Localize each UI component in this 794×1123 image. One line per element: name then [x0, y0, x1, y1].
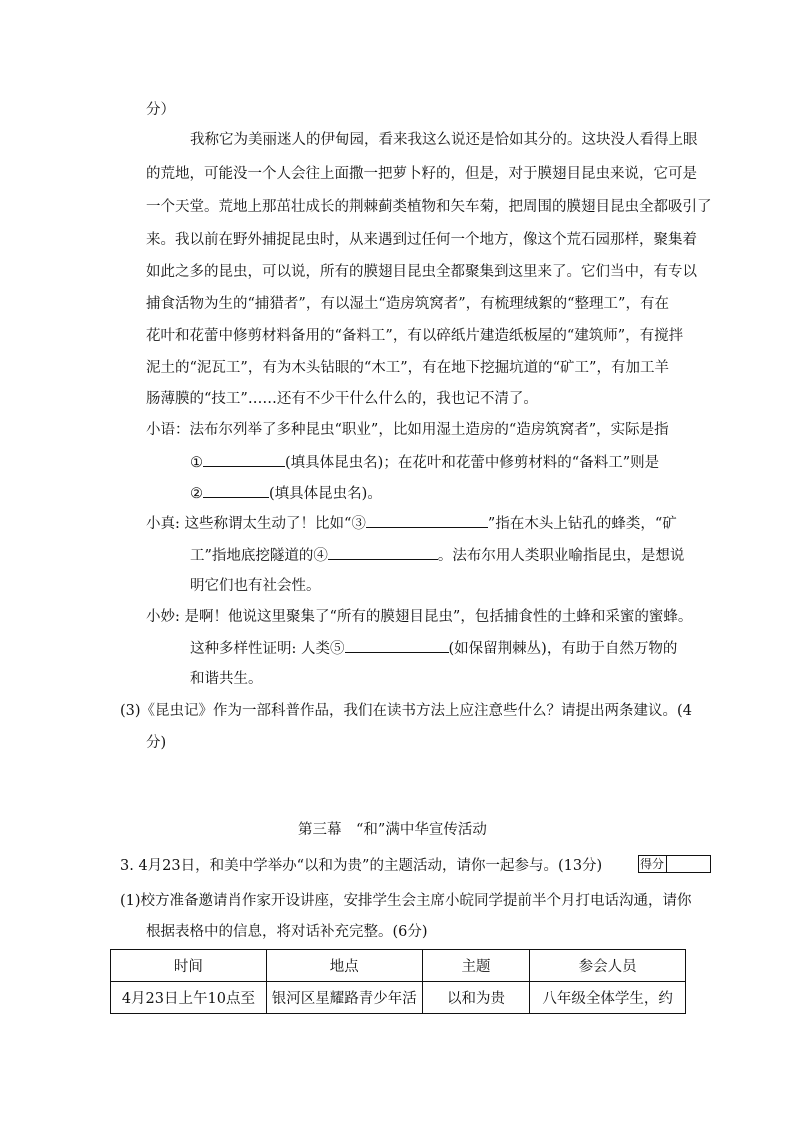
dialogue-xiaoyu-line [190, 483, 382, 504]
table-cell: 八年级全体学生，约 [530, 982, 686, 1014]
dialogue-xiaomiao-line [190, 638, 677, 659]
answer-blank-5[interactable] [345, 638, 449, 653]
passage-line: 如此之多的昆虫，可以说，所有的膜翅目昆虫全都聚集到这里来了。它们当中，有专以 [146, 264, 697, 280]
blank-2-suffix: (填具体昆虫名)。 [269, 486, 382, 502]
blank-2-marker: ② [190, 486, 203, 502]
passage-line: 一个天堂。荒地上那茁壮成长的荆棘蓟类植物和矢车菊，把周围的膜翅目昆虫全都吸引了 [146, 199, 712, 215]
table-header-row [111, 950, 686, 982]
question-3-3-line: 分) [146, 735, 167, 751]
dialogue-xiaoyu-line [190, 452, 659, 473]
table-header-cell: 时间 [111, 950, 267, 982]
answer-blank-4[interactable] [328, 545, 438, 560]
passage-line: 的荒地，可能没一个人会往上面撒一把萝卜籽的，但是，对于膜翅目昆虫来说，它可是 [146, 166, 697, 182]
passage-line: 来。我以前在野外捕捉昆虫时，从来遇到过任何一个地方，像这个荒石园那样，聚集着 [146, 232, 697, 248]
passage-line: 花叶和花蕾中修剪材料备用的“备料工”，有以碎纸片建造纸板屋的“建筑师”，有搅拌 [146, 328, 684, 344]
question-3-3-line: (3)《昆虫记》作为一部科普作品，我们在读书方法上应注意些什么？请提出两条建议。(4 [120, 703, 692, 719]
passage-line: 泥土的“泥瓦工”，有为木头钻眼的“木工”，有在地下挖掘坑道的“矿工”，有加工羊 [146, 360, 669, 376]
section-heading: 第三幕 “和”满中华宣传活动 [298, 822, 487, 838]
dialogue-xiaozhen-line [190, 545, 684, 566]
blank-5-suffix: (如保留荆棘丛)，有助于自然万物的 [448, 641, 678, 657]
blank-3-prefix: 小真: 这些称谓太生动了！比如“③ [146, 516, 366, 532]
passage-line: 分） [146, 102, 175, 118]
answer-blank-2[interactable] [203, 483, 269, 498]
table-cell: 以和为贵 [422, 982, 529, 1014]
table-row [111, 982, 686, 1014]
question-3-1-line: (1)校方准备邀请肖作家开设讲座，安排学生会主席小皖同学提前半个月打电话沟通，请你 [120, 893, 692, 909]
table-header-cell: 参会人员 [530, 950, 686, 982]
table-cell: 4月23日上午10点至 [111, 982, 267, 1014]
blank-3-suffix: ”指在木头上钻孔的蜂类，“矿 [487, 516, 677, 532]
blank-5-prefix: 这种多样性证明: 人类⑤ [190, 641, 345, 657]
dialogue-xiaozhen-line [146, 513, 677, 534]
blank-1-suffix: (填具体昆虫名)；在花叶和花蕾中修剪材料的“备料工”则是 [285, 455, 660, 471]
dialogue-xiaozhen-line: 明它们也有社会性。 [190, 578, 321, 594]
dialogue-xiaomiao-line: 小妙: 是啊！他说这里聚集了“所有的膜翅目昆虫”，包括捕食性的土蜂和采蜜的蜜蜂。 [146, 609, 693, 625]
table-header-cell: 主题 [422, 950, 529, 982]
dialogue-xiaomiao-line: 和谐共生。 [190, 671, 263, 687]
table-header-cell: 地点 [266, 950, 422, 982]
blank-4-prefix: 工”指地底挖隧道的④ [190, 548, 328, 564]
answer-blank-1[interactable] [203, 452, 285, 467]
question-3-stem: 3. 4月23日，和美中学举办“以和为贵”的主题活动，请你一起参与。(13分) [120, 858, 603, 874]
answer-blank-3[interactable] [366, 513, 488, 528]
score-input-box[interactable] [666, 855, 711, 873]
dialogue-xiaoyu-line: 小语：法布尔列举了多种昆虫“职业”，比如用湿土造房的“造房筑窝者”，实际是指 [146, 422, 669, 438]
blank-1-marker: ① [190, 455, 203, 471]
blank-4-suffix: 。法布尔用人类职业喻指昆虫，是想说 [437, 548, 685, 564]
passage-line: 捕食活物为生的“捕猎者”，有以湿土“造房筑窝者”，有梳理绒絮的“整理工”，有在 [146, 296, 669, 312]
table-cell: 银河区星耀路青少年活 [266, 982, 422, 1014]
score-label: 得分 [638, 855, 667, 873]
info-table [110, 949, 686, 1014]
passage-line: 肠薄膜的“技工”……还有不少干什么什么的，我也记不清了。 [146, 391, 538, 407]
question-3-1-line: 根据表格中的信息，将对话补充完整。(6分) [146, 924, 428, 940]
passage-line: 我称它为美丽迷人的伊甸园，看来我这么说还是恰如其分的。这块没人看得上眼 [190, 132, 698, 148]
